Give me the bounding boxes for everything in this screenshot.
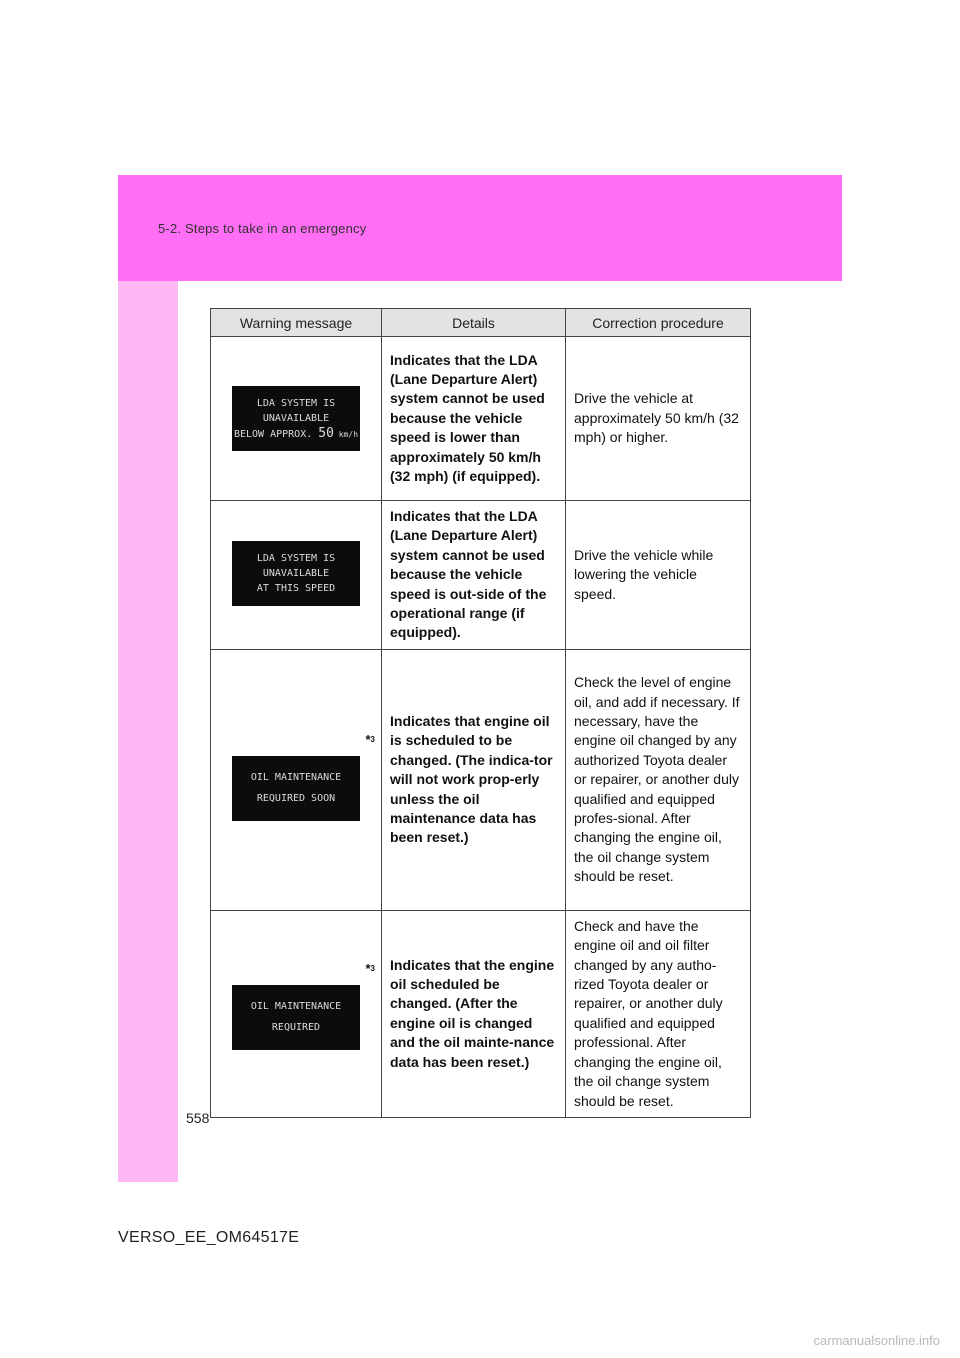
details-cell: Indicates that the LDA (Lane Departure Alert) system cannot be used because the vehicle speed is lower than approximately 50 km/h (32 mph) (if equipped). xyxy=(382,337,566,501)
side-band xyxy=(118,281,178,1182)
display-line: REQUIRED xyxy=(271,1022,321,1034)
footnote-marker: *$^3$ xyxy=(365,960,375,976)
watermark: carmanualsonline.info xyxy=(813,1333,940,1348)
document-code: VERSO_EE_OM64517E xyxy=(118,1229,300,1246)
correction-cell: Check the level of engine oil, and add if necessary. If necessary, have the engine oil changed by any authorized Toyota dealer or repairer, or another duly qualified and equipped profes-sional. After changing the engine oil, the oil change system should be reset. xyxy=(566,649,751,910)
display-line: REQUIRED SOON xyxy=(256,793,336,805)
header-details: Details xyxy=(382,309,566,337)
header-correction-procedure: Correction procedure xyxy=(566,309,751,337)
correction-cell: Check and have the engine oil and oil filter changed by any autho-rized Toyota dealer or repairer, or another duly qualified and equipped professional. After changing the engine oil, the oil change system should be reset. xyxy=(566,910,751,1117)
table-row xyxy=(211,337,751,501)
correction-cell: Drive the vehicle at approximately 50 km/h (32 mph) or higher. xyxy=(566,337,751,501)
display-line: OIL MAINTENANCE xyxy=(250,1001,342,1013)
section-title: 5-2. Steps to take in an emergency xyxy=(158,221,367,236)
display-line: LDA SYSTEM IS xyxy=(256,397,336,409)
oil-maintenance-required-display xyxy=(232,985,360,1050)
display-line: OIL MAINTENANCE xyxy=(250,772,342,784)
details-cell: Indicates that engine oil is scheduled to be changed. (The indica-tor will not work prop-erly unless the oil maintenance data has been reset.) xyxy=(382,649,566,910)
warning-message-cell xyxy=(211,501,382,650)
lda-at-this-speed-display xyxy=(232,541,360,606)
details-cell: Indicates that the LDA (Lane Departure Alert) system cannot be used because the vehicle speed is out-side of the operational range (if equipped). xyxy=(382,501,566,650)
table-row xyxy=(211,501,751,650)
table-header-row xyxy=(211,309,751,337)
warning-message-table xyxy=(210,308,751,1118)
display-line: UNAVAILABLE xyxy=(262,412,330,424)
table-row xyxy=(211,649,751,910)
display-line: BELOW APPROX. 50 km/h xyxy=(233,425,359,441)
display-line: UNAVAILABLE xyxy=(262,568,330,579)
details-cell: Indicates that the engine oil scheduled be changed. (After the engine oil is changed and the oil mainte-nance data has been reset.) xyxy=(382,910,566,1117)
display-line: LDA SYSTEM IS xyxy=(256,553,336,564)
correction-cell: Drive the vehicle while lowering the vehicle speed. xyxy=(566,501,751,650)
display-line: AT THIS SPEED xyxy=(256,583,336,594)
warning-message-cell xyxy=(211,337,382,501)
table-row xyxy=(211,910,751,1117)
warning-message-cell xyxy=(211,649,382,910)
lda-below-speed-display xyxy=(232,386,360,451)
header-warning-message: Warning message xyxy=(211,309,382,337)
page-number: 558 xyxy=(186,1110,210,1126)
oil-maintenance-soon-display xyxy=(232,756,360,821)
footnote-marker: *$^3$ xyxy=(365,731,375,747)
warning-message-cell xyxy=(211,910,382,1117)
